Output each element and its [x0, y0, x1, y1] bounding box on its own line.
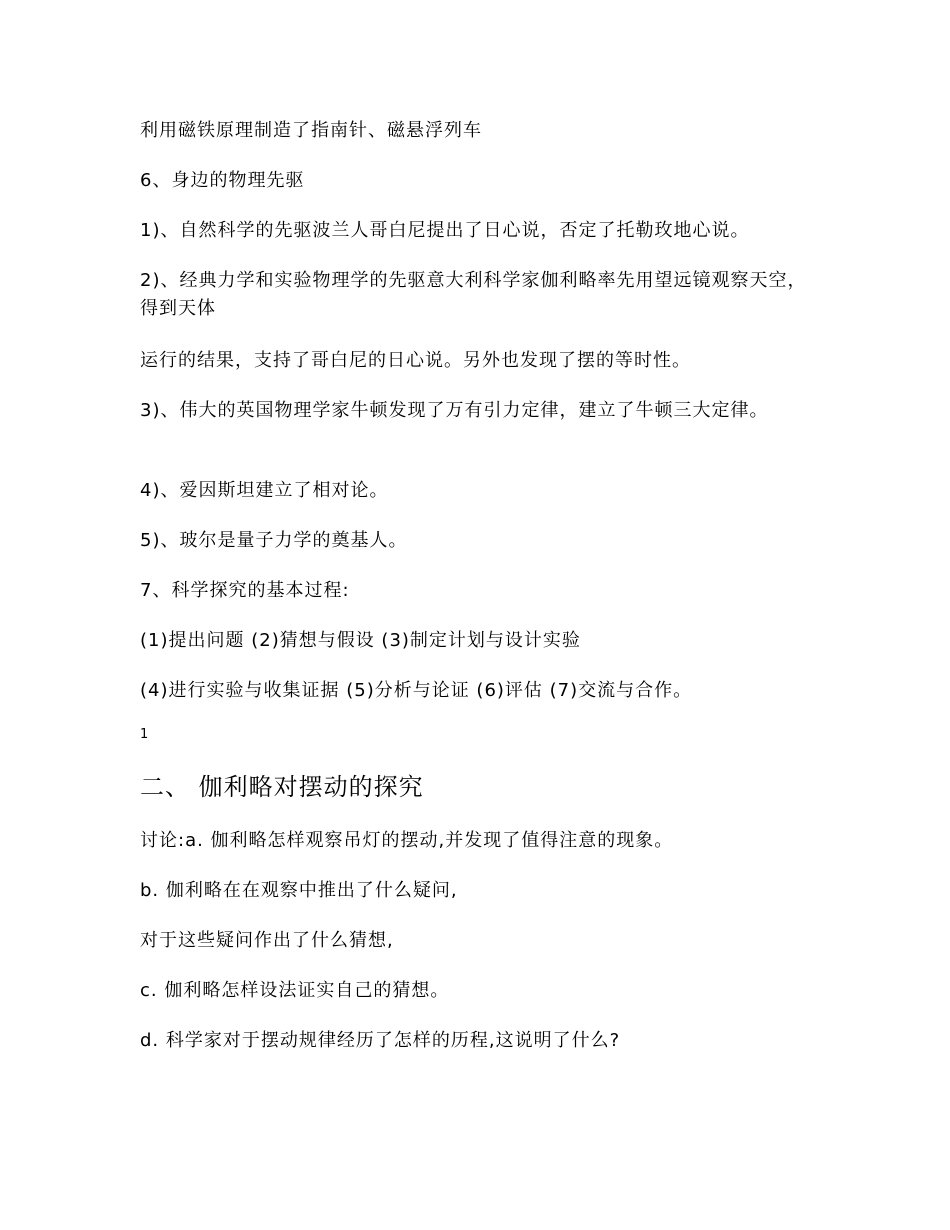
pioneer-bohr: 5)、玻尔是量子力学的奠基人。: [140, 530, 408, 551]
item-7-inquiry-process: 7、科学探究的基本过程:: [140, 580, 350, 601]
page-number: 1: [140, 727, 149, 742]
discussion-a: 讨论:a. 伽利略怎样观察吊灯的摆动,并发现了值得注意的现象。: [140, 830, 674, 851]
item-6-physics-pioneers: 6、身边的物理先驱: [140, 170, 305, 191]
discussion-c: c. 伽利略怎样设法证实自己的猜想。: [140, 980, 450, 1001]
discussion-d: d. 科学家对于摆动规律经历了怎样的历程,这说明了什么?: [140, 1030, 621, 1051]
pioneer-newton: 3)、伟大的英国物理学家牛顿发现了万有引力定律，建立了牛顿三大定律。: [140, 400, 769, 421]
pioneer-copernicus: 1)、自然科学的先驱波兰人哥白尼提出了日心说，否定了托勒玫地心说。: [140, 220, 750, 241]
discussion-b-continued: 对于这些疑问作出了什么猜想,: [140, 930, 394, 951]
pioneer-galileo-continued: 运行的结果，支持了哥白尼的日心说。另外也发现了摆的等时性。: [140, 350, 691, 371]
inquiry-steps-4-7: (4)进行实验与收集证据 (5)分析与论证 (6)评估 (7)交流与合作。: [140, 680, 693, 701]
paragraph-compass-maglev: 利用磁铁原理制造了指南针、磁悬浮列车: [140, 120, 482, 141]
pioneer-einstein: 4)、爱因斯坦建立了相对论。: [140, 480, 389, 501]
inquiry-steps-1-3: (1)提出问题 (2)猜想与假设 (3)制定计划与设计实验: [140, 630, 581, 651]
discussion-b: b. 伽利略在在观察中推出了什么疑问,: [140, 880, 458, 901]
section-heading: 二、 伽利略对摆动的探究: [140, 773, 424, 801]
pioneer-galileo: 2)、经典力学和实验物理学的先驱意大利科学家伽利略率先用望远镜观察天空，得到天体: [140, 270, 807, 319]
